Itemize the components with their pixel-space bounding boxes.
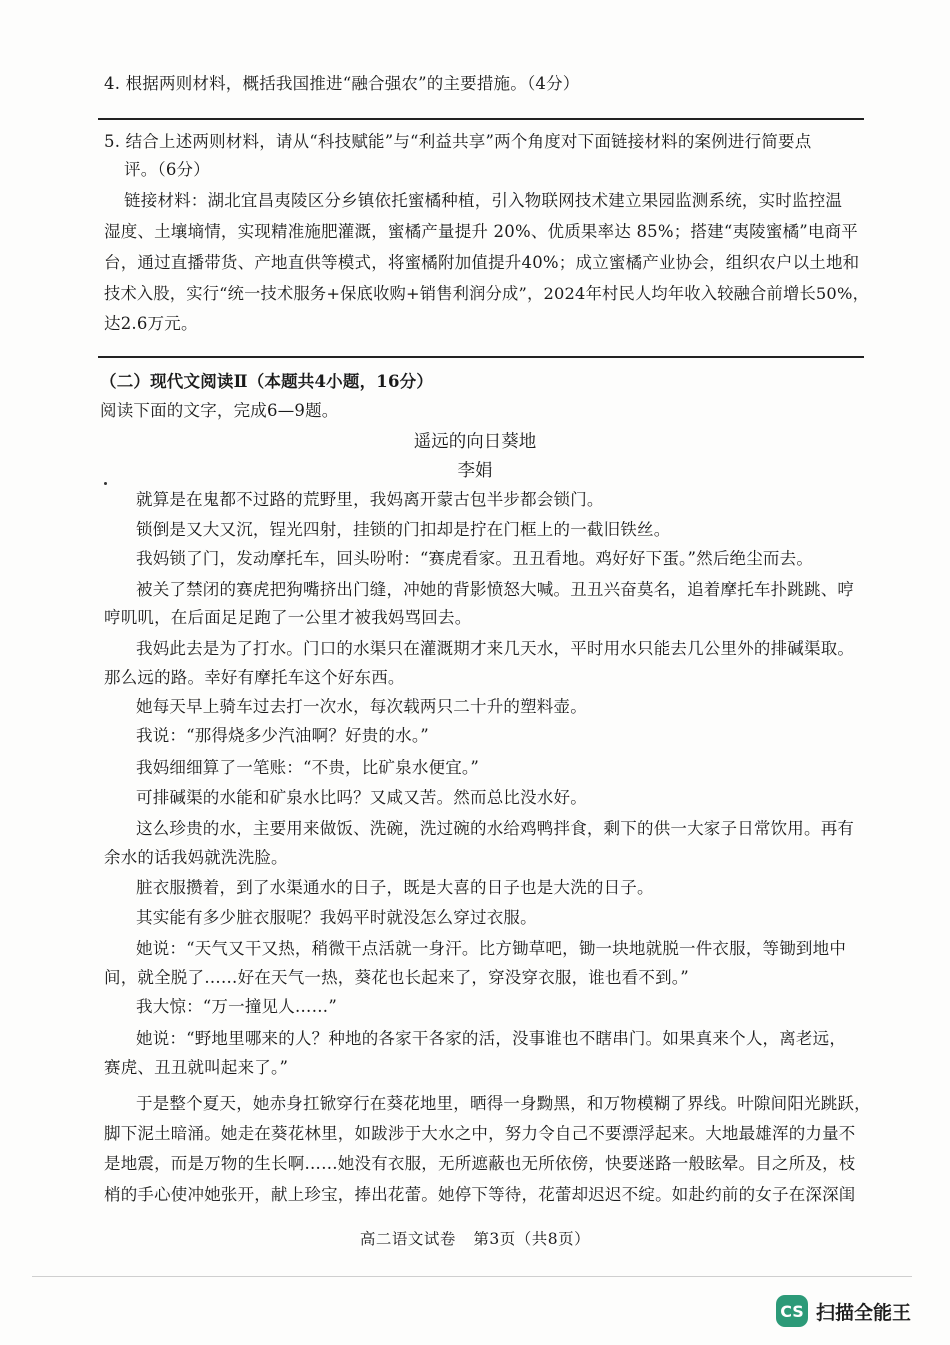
body-line: 可排碱渠的水能和矿泉水比吗？又咸又苦。然而总比没水好。 bbox=[136, 788, 587, 807]
body-line: 脚下泥土暗涌。她走在葵花林里，如跋涉于大水之中，努力令自己不要漂浮起来。大地最雄浑的力量不 bbox=[104, 1124, 856, 1143]
body-line: 我妈细细算了一笔账：“不贵，比矿泉水便宜。” bbox=[136, 758, 480, 777]
body-line: 是地震，而是万物的生长啊……她没有衣服，无所遮蔽也无所依傍，快要迷路一般眩晕。目之所及，枝 bbox=[104, 1154, 856, 1173]
question-4: 4. 根据两则材料，概括我国推进“融合强农”的主要措施。（4分） bbox=[104, 74, 580, 93]
stray-mark bbox=[104, 482, 107, 485]
body-line: 我大惊：“万一撞见人……” bbox=[136, 997, 337, 1016]
body-line: 被关了禁闭的赛虎把狗嘴挤出门缝，冲她的背影愤怒大喊。丑丑兴奋莫名，追着摩托车扑跳跳、哼 bbox=[136, 580, 855, 599]
section-instruction: 阅读下面的文字，完成6—9题。 bbox=[100, 401, 339, 420]
article-author: 李娟 bbox=[457, 461, 493, 481]
body-line: 我妈锁了门，发动摩托车，回头吩咐：“赛虎看家。丑丑看地。鸡好好下蛋。”然后绝尘而去。 bbox=[136, 549, 814, 568]
body-line: 我妈此去是为了打水。门口的水渠只在灌溉期才来几天水，平时用水只能去几公里外的排碱渠取。 bbox=[136, 639, 855, 658]
article-title: 遥远的向日葵地 bbox=[413, 432, 537, 452]
scanner-watermark bbox=[776, 1294, 911, 1328]
body-line: 间，就全脱了……好在天气一热，葵花也长起来了，穿没穿衣服，谁也看不到。” bbox=[104, 968, 689, 987]
body-line: 她说：“野地里哪来的人？种地的各家干各家的活，没事谁也不瞎串门。如果真来个人，离老远， bbox=[136, 1029, 847, 1048]
question-5-line-1: 5. 结合上述两则材料，请从“科技赋能”与“利益共享”两个角度对下面链接材料的案例进行简要点 bbox=[104, 132, 812, 151]
body-line: 就算是在鬼都不过路的荒野里，我妈离开蒙古包半步都会锁门。 bbox=[136, 490, 604, 509]
body-line: 她每天早上骑车过去打一次水，每次载两只二十升的塑料壶。 bbox=[136, 697, 587, 716]
page-bottom-edge bbox=[32, 1276, 912, 1277]
body-line: 哼叽叽，在后面足足跑了一公里才被我妈骂回去。 bbox=[104, 608, 472, 627]
material-line: 湿度、土壤墒情，实现精准施肥灌溉，蜜橘产量提升 20%、优质果率达 85%；搭建“夷陵蜜橘”电商平 bbox=[104, 222, 859, 241]
camscanner-logo-icon: CS bbox=[776, 1295, 808, 1327]
material-line: 达2.6万元。 bbox=[104, 314, 198, 333]
footer-title: 高二语文试卷 bbox=[359, 1230, 456, 1248]
body-line: 我说：“那得烧多少汽油啊？好贵的水。” bbox=[136, 726, 429, 745]
camscanner-brand-text: 扫描全能王 bbox=[816, 1301, 912, 1324]
body-line: 于是整个夏天，她赤身扛锨穿行在葵花地里，晒得一身黝黑，和万物模糊了界线。叶隙间阳光跳跃， bbox=[136, 1094, 871, 1113]
material-line: 台，通过直播带货、产地直供等模式，将蜜橘附加值提升40%；成立蜜橘产业协会，组织农户以土地和 bbox=[104, 253, 860, 272]
body-line: 她说：“天气又干又热，稍微干点活就一身汗。比方锄草吧，锄一块地就脱一件衣服，等锄到地中 bbox=[136, 939, 847, 958]
body-line: 脏衣服攒着，到了水渠通水的日子，既是大喜的日子也是大洗的日子。 bbox=[136, 878, 654, 897]
question-5-line-2: 评。（6分） bbox=[124, 160, 210, 179]
footer-page-number: 第3页（共8页） bbox=[473, 1230, 591, 1248]
body-line: 锁倒是又大又沉，锃光四射，挂锁的门扣却是拧在门框上的一截旧铁丝。 bbox=[136, 520, 671, 539]
page-footer bbox=[0, 1227, 950, 1249]
body-line: 余水的话我妈就洗洗脸。 bbox=[104, 848, 288, 867]
body-line: 这么珍贵的水，主要用来做饭、洗碗，洗过碗的水给鸡鸭拌食，剩下的供一大家子日常饮用。再有 bbox=[136, 819, 855, 838]
material-line: 链接材料：湖北宜昌夷陵区分乡镇依托蜜橘种植，引入物联网技术建立果园监测系统，实时监控温 bbox=[124, 191, 843, 210]
body-line: 梢的手心使冲她张开，献上珍宝，捧出花蕾。她停下等待，花蕾却迟迟不绽。如赴约前的女子在深深闺 bbox=[104, 1185, 856, 1204]
body-line: 那么远的路。幸好有摩托车这个好东西。 bbox=[104, 668, 405, 687]
separator-line bbox=[98, 118, 864, 120]
material-line: 技术入股，实行“统一技术服务+保底收购+销售利润分成”，2024年村民人均年收入较融合前增长50%， bbox=[104, 284, 870, 303]
section-heading: （二）现代文阅读Ⅱ（本题共4小题，16分） bbox=[100, 372, 434, 391]
separator-line bbox=[98, 356, 864, 358]
body-line: 赛虎、丑丑就叫起来了。” bbox=[104, 1058, 289, 1077]
body-line: 其实能有多少脏衣服呢？我妈平时就没怎么穿过衣服。 bbox=[136, 908, 537, 927]
